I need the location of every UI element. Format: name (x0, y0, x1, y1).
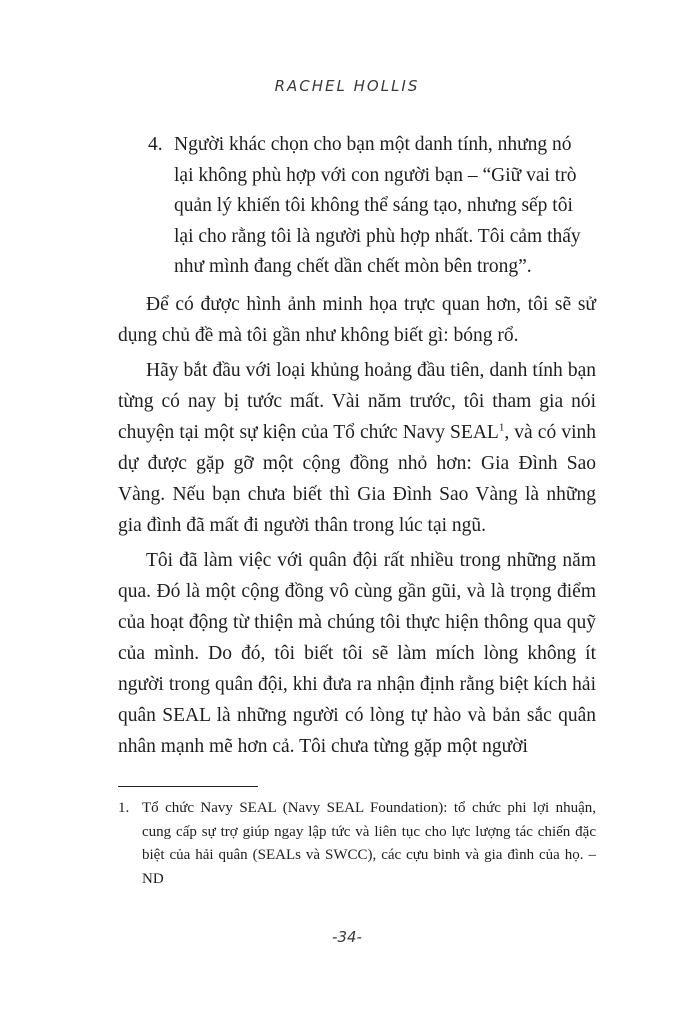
paragraph-text-part: , và có vinh dự được gặp gỡ một cộng đồng nhỏ hơn: Gia Đình Sao Vàng. Nếu bạn chưa biết thì Gia Đình Sao Vàng là những gia đình đã mất đi người thân trong lúc tại ngũ. (118, 422, 596, 536)
paragraph-gold-star-families (118, 355, 596, 541)
footnote-divider (118, 786, 258, 787)
footnote-reference: 1 (498, 421, 505, 434)
running-head-author: RACHEL HOLLIS (274, 77, 420, 95)
list-item-text: Người khác chọn cho bạn một danh tính, nhưng nó lại không phù hợp với con người bạn – “Giữ vai trò quản lý khiến tôi không thể sáng tạo, nhưng sếp tôi lại cho rằng tôi là người phù hợp nhất. Tôi cảm thấy như mình đang chết dần chết mòn bên trong”. (174, 134, 581, 277)
paragraph-text-part: Hãy bắt đầu với loại khủng hoảng đầu tiên, danh tính bạn từng có nay bị tước mất. Vài năm trước, tôi tham gia nói chuyện tại một sự kiện của Tổ chức Navy SEAL (118, 360, 596, 443)
list-item-number: 4. (148, 134, 163, 155)
paragraph-basketball-intro: Để có được hình ảnh minh họa trực quan hơn, tôi sẽ sử dụng chủ đề mà tôi gần như không biết gì: bóng rổ. (118, 294, 596, 346)
page-number: -34- (332, 928, 362, 946)
paragraph-military-work: Tôi đã làm việc với quân đội rất nhiều trong những năm qua. Đó là một cộng đồng vô cùng gần gũi, và là trọng điểm của hoạt động từ thiện mà chúng tôi thực hiện thông qua quỹ của mình. Do đó, tôi biết tôi sẽ làm mích lòng không ít người trong quân đội, khi đưa ra nhận định rằng biệt kích hải quân SEAL là những người có lòng tự hào và bản sắc quân nhân mạnh mẽ hơn cả. Tôi chưa từng gặp một người (118, 550, 596, 757)
footnote-number: 1. (118, 800, 130, 816)
footnote-text: Tổ chức Navy SEAL (Navy SEAL Foundation): tổ chức phi lợi nhuận, cung cấp sự trợ giúp ngay lập tức và liên tục cho lực lượng tác chiến đặc biệt của hải quân (SEALs và SWCC), các cựu binh và gia đình của họ. – ND (142, 800, 596, 887)
